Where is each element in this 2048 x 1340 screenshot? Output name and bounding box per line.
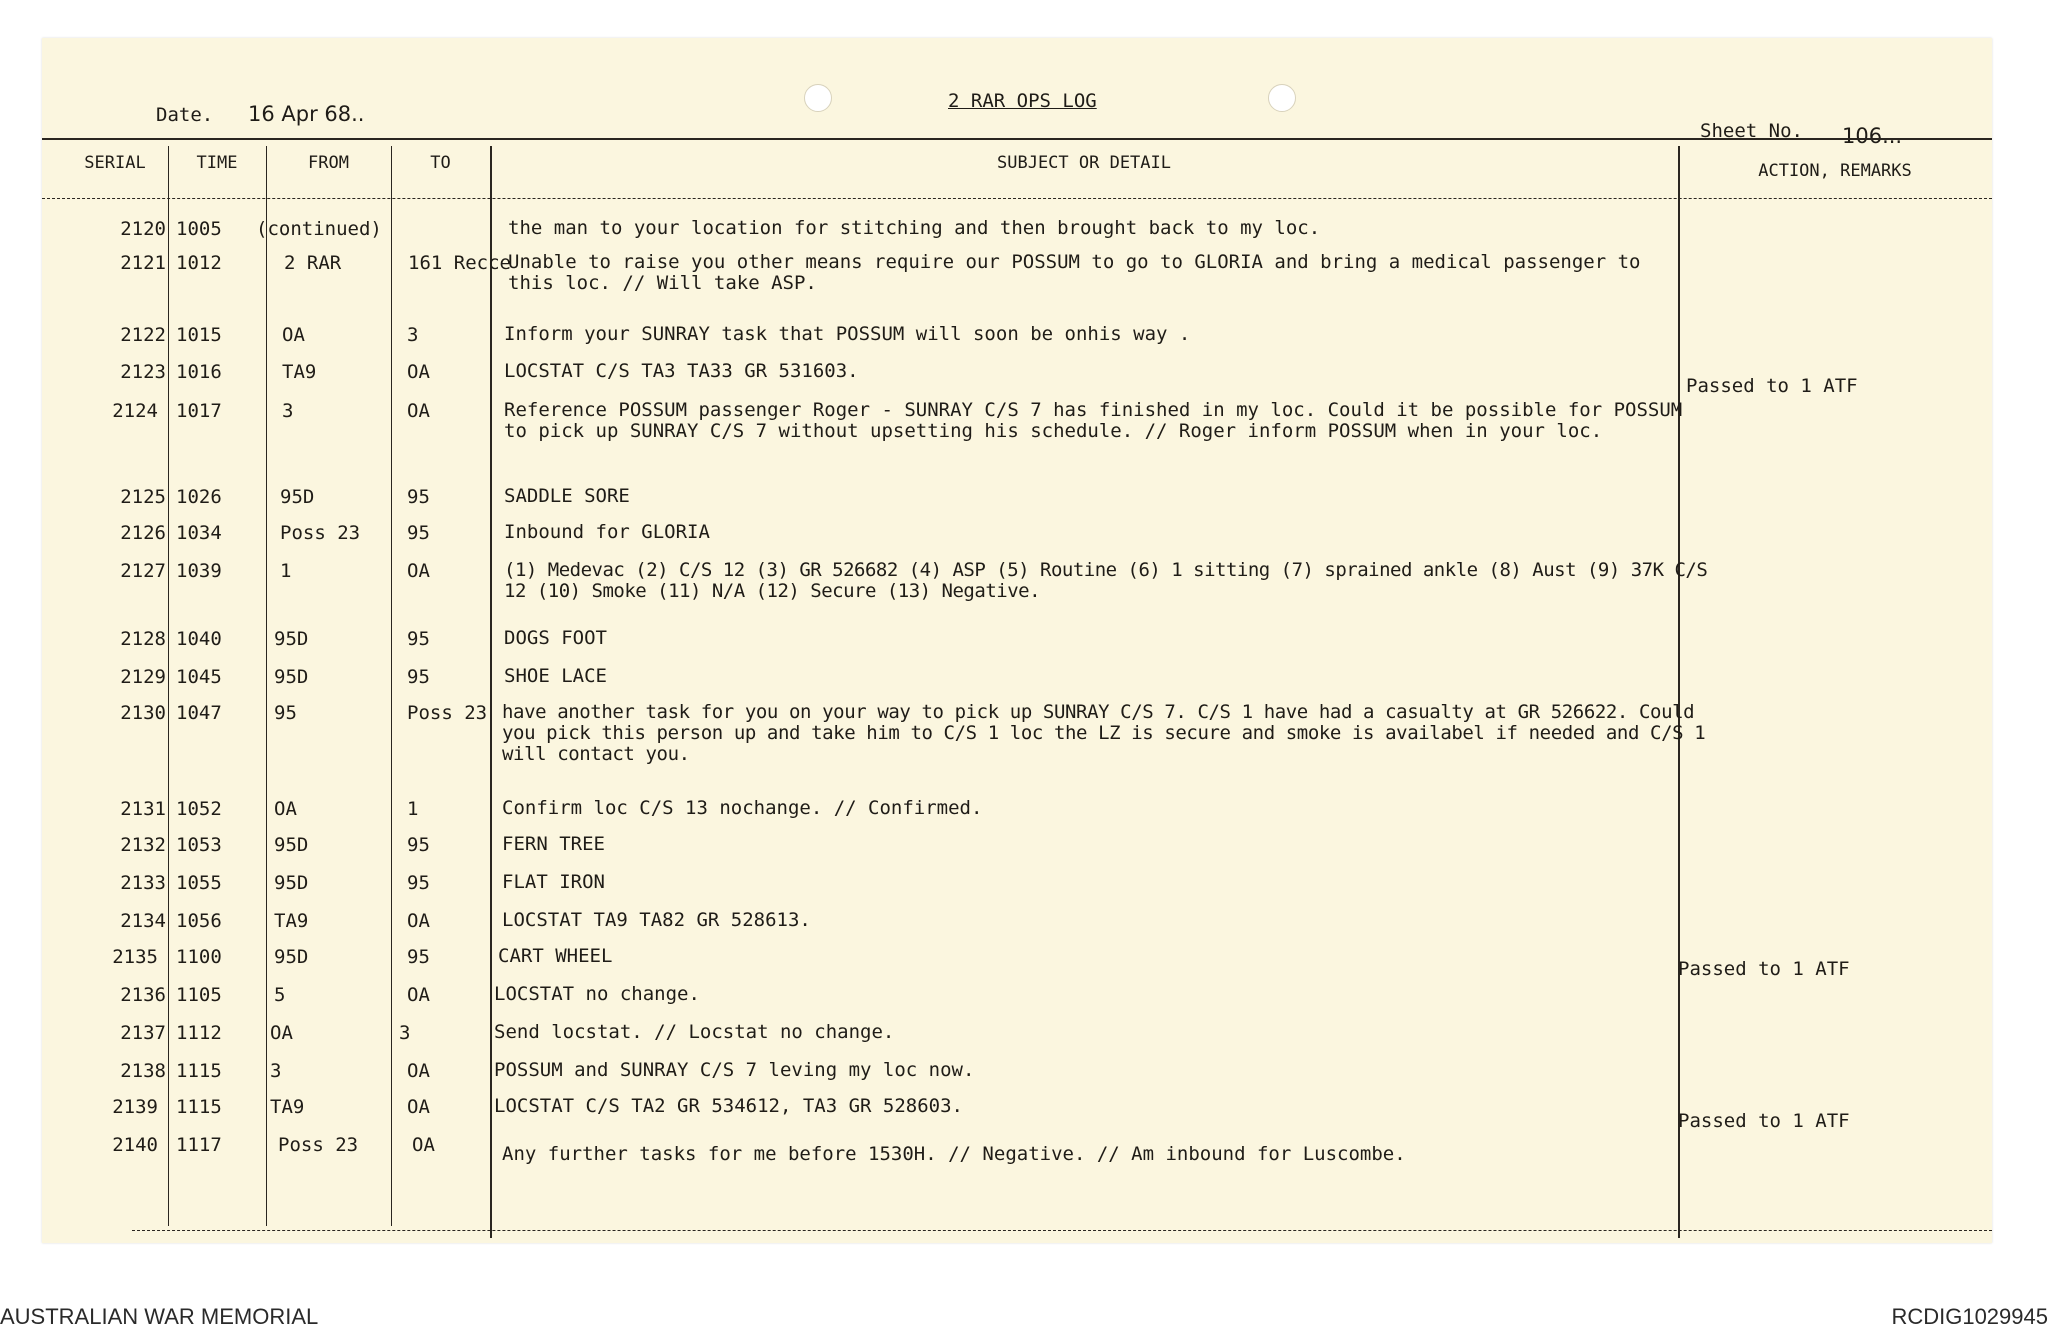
cell-from: 95D (274, 628, 309, 650)
cell-serial: 2124 (112, 400, 158, 422)
cell-detail: SADDLE SORE (504, 485, 630, 507)
cell-from: 95D (274, 666, 309, 688)
cell-to: OA (412, 1134, 435, 1156)
cell-to: OA (407, 984, 430, 1006)
cell-to: 95 (407, 872, 430, 894)
punch-hole-right (1268, 84, 1296, 112)
cell-from: 95D (274, 946, 309, 968)
cell-from: 95D (280, 486, 315, 508)
cell-time: 1039 (176, 560, 222, 582)
date-label: Date. (156, 104, 214, 126)
cell-from: OA (274, 798, 297, 820)
cell-serial: 2130 (120, 702, 166, 724)
cell-to: OA (407, 400, 430, 422)
cell-time: 1040 (176, 628, 222, 650)
cell-remark: Passed to 1 ATF (1686, 375, 1858, 397)
cell-from: OA (270, 1022, 293, 1044)
cell-from: 95 (274, 702, 297, 724)
col-header-detail: SUBJECT OR DETAIL (997, 153, 1171, 173)
cell-to: OA (407, 910, 430, 932)
cell-detail: the man to your location for stitching and then brought back to my loc. (508, 217, 1321, 239)
cell-to: OA (407, 560, 430, 582)
cell-detail: LOCSTAT C/S TA2 GR 534612, TA3 GR 528603. (494, 1095, 963, 1117)
col-header-to: TO (430, 153, 451, 173)
cell-serial: 2136 (120, 984, 166, 1006)
cell-serial: 2132 (120, 834, 166, 856)
cell-time: 1017 (176, 400, 222, 422)
cell-detail: LOCSTAT no change. (494, 983, 700, 1005)
cell-serial: 2121 (120, 252, 166, 274)
cell-to: 95 (407, 628, 430, 650)
cell-time: 1016 (176, 361, 222, 383)
cell-from: 5 (274, 984, 286, 1006)
cell-to: Poss 23 (407, 702, 488, 724)
cell-to: OA (407, 1096, 430, 1118)
cell-time: 1056 (176, 910, 222, 932)
cell-detail: LOCSTAT C/S TA3 TA33 GR 531603. (504, 360, 859, 382)
cell-time: 1034 (176, 522, 222, 544)
cell-from: TA9 (274, 910, 309, 932)
cell-to: 3 (399, 1022, 411, 1044)
cell-time: 1100 (176, 946, 222, 968)
cell-to: OA (407, 1060, 430, 1082)
cell-detail: CART WHEEL (498, 945, 613, 967)
cell-from: 95D (274, 834, 309, 856)
cell-time: 1026 (176, 486, 222, 508)
cell-detail: Inbound for GLORIA (504, 521, 710, 543)
cell-serial: 2133 (120, 872, 166, 894)
cell-detail: DOGS FOOT (504, 627, 607, 649)
cell-from: 1 (280, 560, 292, 582)
header-bottom-rule (42, 198, 1992, 199)
cell-serial: 2126 (120, 522, 166, 544)
cell-time: 1052 (176, 798, 222, 820)
cell-remark: Passed to 1 ATF (1678, 1110, 1850, 1132)
page-title: 2 RAR OPS LOG (948, 90, 1097, 112)
cell-to: 95 (407, 834, 430, 856)
cell-time: 1047 (176, 702, 222, 724)
cell-time: 1055 (176, 872, 222, 894)
cell-serial: 2138 (120, 1060, 166, 1082)
table-bottom-rule (132, 1230, 1992, 1231)
cell-to: 3 (407, 324, 419, 346)
cell-serial: 2137 (120, 1022, 166, 1044)
cell-time: 1115 (176, 1060, 222, 1082)
cell-serial: 2128 (120, 628, 166, 650)
cell-from: 3 (270, 1060, 282, 1082)
date-value: 16 Apr 68.. (248, 102, 365, 126)
cell-serial: 2123 (120, 361, 166, 383)
col-divider-serial (168, 146, 169, 1226)
cell-detail: FERN TREE (502, 833, 605, 855)
cell-time: 1117 (176, 1134, 222, 1156)
cell-from: 3 (282, 400, 294, 422)
cell-detail: LOCSTAT TA9 TA82 GR 528613. (502, 909, 811, 931)
cell-detail: Send locstat. // Locstat no change. (494, 1021, 895, 1043)
cell-time: 1012 (176, 252, 222, 274)
cell-time: 1115 (176, 1096, 222, 1118)
cell-time: 1005 (176, 218, 222, 240)
cell-to: 95 (407, 946, 430, 968)
cell-serial: 2127 (120, 560, 166, 582)
cell-serial: 2140 (112, 1134, 158, 1156)
cell-time: 1045 (176, 666, 222, 688)
cell-time: 1015 (176, 324, 222, 346)
cell-from: Poss 23 (278, 1134, 359, 1156)
cell-time: 1112 (176, 1022, 222, 1044)
cell-from: OA (282, 324, 305, 346)
col-header-from: FROM (308, 153, 349, 173)
cell-from: (continued) (256, 218, 382, 240)
cell-from: 95D (274, 872, 309, 894)
cell-to: OA (407, 361, 430, 383)
cell-time: 1105 (176, 984, 222, 1006)
col-header-serial: SERIAL (84, 153, 146, 173)
cell-to: 95 (407, 666, 430, 688)
cell-serial: 2134 (120, 910, 166, 932)
cell-to: 1 (407, 798, 419, 820)
cell-detail: FLAT IRON (502, 871, 605, 893)
cell-serial: 2139 (112, 1096, 158, 1118)
cell-serial: 2129 (120, 666, 166, 688)
sheet-value: 106... (1842, 124, 1903, 148)
header-top-rule (42, 138, 1992, 140)
cell-to: 95 (407, 486, 430, 508)
cell-detail: Unable to raise you other means require our POSSUM to go to GLORIA and bring a medical passenger to this loc. // Will take ASP. (508, 251, 1641, 294)
cell-detail: (1) Medevac (2) C/S 12 (3) GR 526682 (4) ASP (5) Routine (6) 1 sitting (7) sprained ankle (8) Aust (9) 37K C/S 12 (10) Smoke (11) N/A (12) Secure (13) Negative. (504, 559, 1708, 602)
cell-from: 2 RAR (284, 252, 342, 274)
cell-from: TA9 (282, 361, 317, 383)
sheet-label: Sheet No. (1700, 120, 1803, 142)
cell-serial: 2122 (120, 324, 166, 346)
cell-serial: 2135 (112, 946, 158, 968)
cell-detail: Inform your SUNRAY task that POSSUM will soon be onhis way . (504, 323, 1191, 345)
cell-detail: have another task for you on your way to pick up SUNRAY C/S 7. C/S 1 have had a casualty at GR 526622. Could you pick this person up and take him to C/S 1 loc the LZ is secure and smoke is availabel if needed and C/S 1 will contact you. (502, 701, 1706, 765)
col-header-time: TIME (196, 153, 238, 173)
cell-detail: Reference POSSUM passenger Roger - SUNRAY C/S 7 has finished in my loc. Could it be possible for POSSUM to pick up SUNRAY C/S 7 without upsetting his schedule. // Roger inform POSSUM when in your loc. (504, 399, 1683, 442)
col-header-remarks: ACTION, REMARKS (1758, 161, 1912, 181)
cell-detail: Any further tasks for me before 1530H. // Negative. // Am inbound for Luscombe. (502, 1143, 1406, 1165)
cell-to: 161 Recce (408, 252, 511, 274)
cell-serial: 2125 (120, 486, 166, 508)
cell-from: TA9 (270, 1096, 305, 1118)
cell-detail: SHOE LACE (504, 665, 607, 687)
cell-detail: POSSUM and SUNRAY C/S 7 leving my loc now. (494, 1059, 975, 1081)
cell-remark: Passed to 1 ATF (1678, 958, 1850, 980)
cell-time: 1053 (176, 834, 222, 856)
cell-serial: 2131 (120, 798, 166, 820)
cell-detail: Confirm loc C/S 13 nochange. // Confirmed. (502, 797, 983, 819)
archive-credit: AUSTRALIAN WAR MEMORIAL (0, 1304, 319, 1329)
archive-id: RCDIG1029945 (1891, 1304, 2048, 1329)
cell-serial: 2120 (120, 218, 166, 240)
cell-from: Poss 23 (280, 522, 361, 544)
cell-to: 95 (407, 522, 430, 544)
log-sheet (42, 38, 1992, 1243)
punch-hole-left (804, 84, 832, 112)
